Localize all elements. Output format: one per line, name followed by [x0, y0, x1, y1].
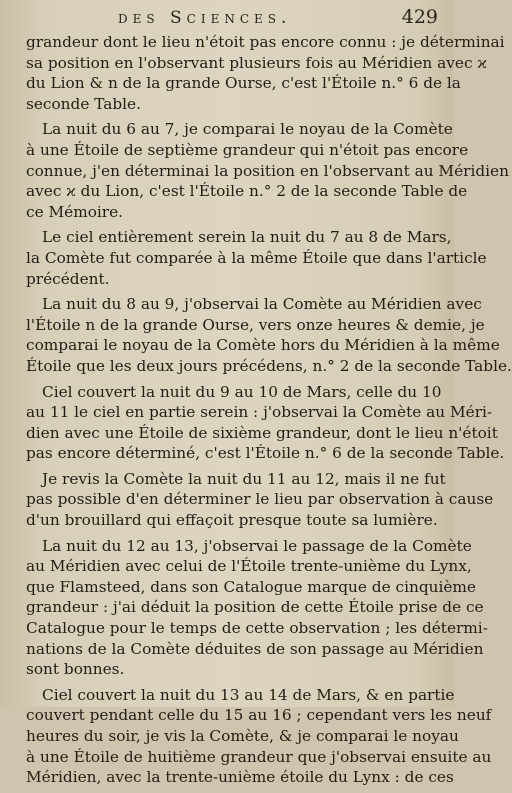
text-line: la Comète fut comparée à la même Étoile que dans l'article: [26, 248, 487, 267]
text-line: d'un brouillard qui effaçoit presque toute sa lumière.: [26, 511, 438, 530]
paragraph: [26, 685, 492, 788]
paragraph: [26, 536, 488, 680]
text-line: pas possible d'en déterminer le lieu par observation à cause: [26, 490, 494, 509]
text-line: grandeur dont le lieu n'étoit pas encore connu : je déterminai: [26, 33, 505, 51]
text-line: connue, j'en déterminai la position en l'observant au Méridien: [26, 161, 509, 180]
text-line: du Lion & n de la grande Ourse, c'est l'Étoile n.° 6 de la: [26, 74, 461, 93]
text-line: Méridien, avec la trente-unième étoile du Lynx : de ces: [26, 768, 454, 787]
text-line: précédent.: [26, 269, 110, 288]
text-line: La nuit du 12 au 13, j'observai le passage de la Comète: [42, 536, 472, 555]
text-line: pas encore déterminé, c'est l'Étoile n.° 6 de la seconde Table.: [26, 444, 505, 463]
text-line: que Flamsteed, dans son Catalogue marque de cinquième: [26, 577, 476, 596]
page-number: 429: [401, 6, 438, 28]
paragraph: [26, 227, 487, 289]
text-line: au Méridien avec celui de l'Étoile trente-unième du Lynx,: [26, 557, 472, 576]
text-line: comparai le noyau de la Comète hors du Méridien à la même: [26, 336, 500, 355]
text-line: à une Étoile de huitième grandeur que j'observai ensuite au: [26, 747, 492, 766]
text-line: couvert pendant celle du 15 au 16 ; cependant vers les neuf: [26, 706, 492, 725]
text-line: grandeur : j'ai déduit la position de cette Étoile prise de ce: [26, 598, 484, 617]
text-line: au 11 le ciel en partie serein : j'observai la Comète au Méri-: [26, 403, 493, 422]
text-line: dien avec une Étoile de sixième grandeur, dont le lieu n'étoit: [26, 423, 498, 442]
text-line: seconde Table.: [26, 94, 141, 113]
text-line: à une Étoile de septième grandeur qui n'étoit pas encore: [26, 140, 469, 159]
text-line: ce Mémoire.: [26, 202, 124, 221]
text-line: Étoile que les deux jours précédens, n.° 2 de la seconde Table.: [26, 356, 512, 375]
running-head: des Sciences.: [118, 8, 292, 28]
paragraph: [26, 32, 505, 114]
body-text: [26, 32, 512, 793]
text-line: Catalogue pour le temps de cette observation ; les détermi-: [26, 619, 488, 638]
text-line: l'Étoile n de la grande Ourse, vers onze heures & demie, je: [26, 315, 485, 334]
paragraph: [26, 294, 512, 376]
paragraph: [26, 119, 509, 222]
text-line: avec ϰ du Lion, c'est l'Étoile n.° 2 de la seconde Table de: [26, 182, 468, 201]
text-line: Ciel couvert la nuit du 9 au 10 de Mars, celle du 10: [42, 382, 442, 401]
text-line: heures du soir, je vis la Comète, & je comparai le noyau: [26, 727, 459, 745]
text-line: sont bonnes.: [26, 660, 125, 679]
text-line: Ciel couvert la nuit du 13 au 14 de Mars, & en partie: [42, 685, 455, 704]
text-line: sa position en l'observant plusieurs fois au Méridien avec ϰ: [26, 53, 487, 72]
text-line: Le ciel entièrement serein la nuit du 7 au 8 de Mars,: [42, 228, 452, 247]
paragraph: [26, 469, 494, 531]
page-header: [0, 6, 454, 28]
paragraph: [26, 382, 505, 464]
text-line: La nuit du 6 au 7, je comparai le noyau de la Comète: [42, 120, 453, 139]
text-line: La nuit du 8 au 9, j'observai la Comète au Méridien avec: [42, 295, 482, 314]
text-line: nations de la Comète déduites de son passage au Méridien: [26, 639, 484, 658]
text-line: Je revis la Comète la nuit du 11 au 12, mais il ne fut: [42, 469, 446, 488]
